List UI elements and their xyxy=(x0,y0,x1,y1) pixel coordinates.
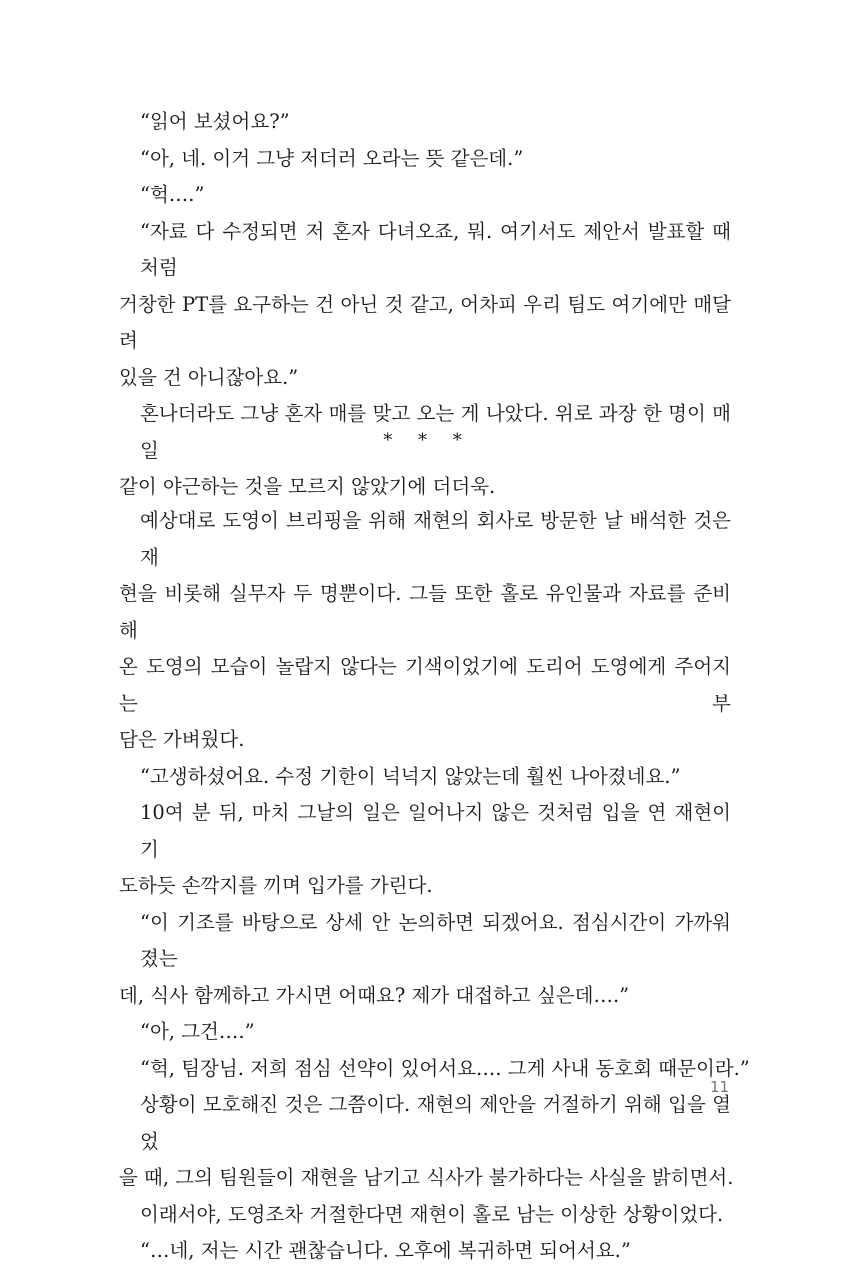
paragraph xyxy=(119,141,731,178)
text-line: 현을 비롯해 실무자 두 명뿐이다. 그들 또한 홀로 유인물과 자료를 준비해 xyxy=(119,582,731,642)
text-line: 10여 분 뒤, 마치 그날의 일은 일어나지 않은 것처럼 입을 연 재현이 기 xyxy=(140,801,731,861)
text-line: 담은 가벼웠다. xyxy=(119,728,245,751)
text-line: “읽어 보셨어요?” xyxy=(140,110,290,133)
paragraph xyxy=(119,214,731,397)
paragraph xyxy=(119,905,731,1015)
text-line: 을 때, 그의 팀원들이 재현을 남기고 식사가 불가하다는 사실을 밝히면서. xyxy=(119,1166,734,1189)
section-separator: * * * xyxy=(383,430,472,451)
text-line: 같이 야근하는 것을 모르지 않았기에 더더욱. xyxy=(119,475,496,498)
text-line: “헉, 팀장님. 저희 점심 선약이 있어서요…. 그게 사내 동호회 때문이라.” xyxy=(140,1056,750,1080)
paragraph xyxy=(119,1233,731,1270)
text-line: “자료 다 수정되면 저 혼자 다녀오죠, 뭐. 여기서도 제안서 발표할 때처럼 xyxy=(140,219,731,279)
page-number: 11 xyxy=(710,1078,730,1096)
text-line: 상황이 모호해진 것은 그쯤이다. 재현의 제안을 거절하기 위해 입을 열었 xyxy=(140,1093,731,1153)
text-line: 있을 건 아니잖아요.” xyxy=(119,365,299,389)
paragraph xyxy=(119,1051,750,1088)
text-line: “아, 네. 이거 그냥 저더러 오라는 뜻 같은데.” xyxy=(140,146,524,170)
text-line: “헉….” xyxy=(140,183,205,206)
text-line: “…네, 저는 시간 괜찮습니다. 오후에 복귀하면 되어서요.” xyxy=(140,1239,631,1262)
paragraph xyxy=(119,1014,731,1051)
paragraph xyxy=(119,795,731,905)
paragraph xyxy=(119,104,731,141)
paragraph xyxy=(119,503,731,759)
text-line: “고생하셨어요. 수정 기한이 넉넉지 않았는데 훨씬 나아졌네요.” xyxy=(140,764,681,788)
text-line: “아, 그건….” xyxy=(140,1020,255,1043)
paragraph xyxy=(119,1087,734,1197)
text-line: 거창한 PT를 요구하는 건 아닌 것 같고, 어차피 우리 팀도 여기에만 매달려 xyxy=(119,292,731,352)
text-line: 혼나더라도 그냥 혼자 매를 맞고 오는 게 나았다. 위로 과장 한 명이 매일 xyxy=(140,402,731,462)
text-line: 이래서야, 도영조차 거절한다면 재현이 홀로 남는 이상한 상황이었다. xyxy=(140,1202,724,1226)
text-line: 도하듯 손깍지를 끼며 입가를 가린다. xyxy=(119,874,433,897)
text-line: “이 기조를 바탕으로 상세 안 논의하면 되겠어요. 점심시간이 가까워졌는 xyxy=(140,910,731,970)
text-line: 데, 식사 함께하고 가시면 어때요? 제가 대접하고 싶은데….” xyxy=(119,983,630,1007)
paragraph xyxy=(119,759,731,796)
paragraph xyxy=(119,177,731,214)
text-line: 온 도영의 모습이 놀랍지 않다는 기색이었기에 도리어 도영에게 주어지는 부 xyxy=(119,655,731,715)
text-line: 예상대로 도영이 브리핑을 위해 재현의 회사로 방문한 날 배석한 것은 재 xyxy=(140,509,731,569)
text-section-2 xyxy=(119,503,750,1270)
paragraph xyxy=(119,1197,731,1234)
